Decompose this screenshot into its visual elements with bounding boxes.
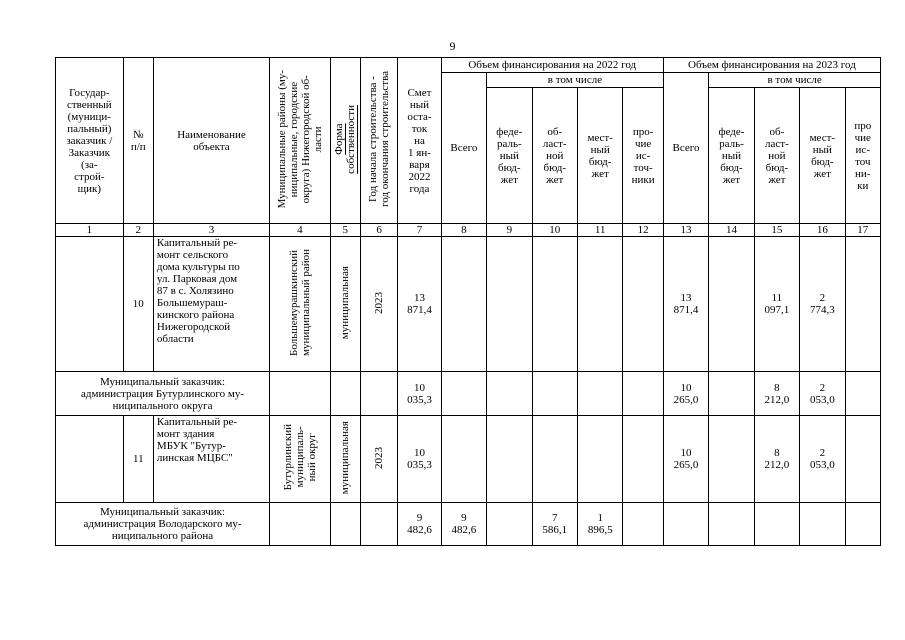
table-row: [56, 416, 881, 503]
header-local-2022: мест- ный бюд- жет: [577, 88, 622, 224]
header-ownership-cell: [330, 58, 360, 224]
header-estimate: Смет ный оста- ток на 1 ян- варя 2022 года: [398, 58, 441, 224]
cell-total-2023: 10 265,0: [663, 372, 708, 416]
column-number: 1: [56, 224, 124, 237]
cell-federal-2023: [709, 416, 754, 503]
column-number: 11: [577, 224, 622, 237]
cell-empty: [270, 503, 331, 546]
column-number: 16: [800, 224, 845, 237]
header-customer: Государ- ственный (муници- пальный) заказчик / Заказчик (за- строй- щик): [56, 58, 124, 224]
cell-year: 2023: [373, 446, 386, 469]
cell-empty: [360, 372, 397, 416]
financing-table: [55, 57, 881, 546]
header-including-2023: в том числе: [709, 73, 881, 88]
cell-regional-2023: 8 212,0: [754, 372, 799, 416]
header-regional-2022: об- ласт- ной бюд- жет: [532, 88, 577, 224]
column-number: 2: [123, 224, 153, 237]
column-number: 13: [663, 224, 708, 237]
cell-other-2023: [845, 503, 880, 546]
cell-other-2023: [845, 237, 880, 372]
cell-other-2022: [623, 372, 663, 416]
cell-regional-2022: [532, 416, 577, 503]
cell-ownership: муниципальная: [339, 420, 352, 495]
cell-regional-2023: [754, 503, 799, 546]
cell-customer: [56, 237, 124, 372]
cell-local-2023: 2 774,3: [800, 237, 845, 372]
column-number: 8: [441, 224, 486, 237]
header-financing-2022: Объем финансирования на 2022 год: [441, 58, 663, 73]
cell-federal-2023: [709, 503, 754, 546]
cell-local-2022: 1 896,5: [577, 503, 622, 546]
header-municipal-district: Муниципальные районы (му- ниципальные, городские округа) Нижегородской об- ласти: [275, 69, 324, 209]
page-number: 9: [449, 39, 456, 53]
cell-estimate: 10 035,3: [398, 372, 441, 416]
customer-label: Муниципальный заказчик: администрация Володарского му- ниципального района: [56, 503, 270, 546]
header-ownership: Форма собственности: [333, 104, 358, 174]
cell-year-wrap: [360, 416, 397, 503]
header-federal-2023: феде- раль- ный бюд- жет: [709, 88, 754, 224]
column-number: 15: [754, 224, 799, 237]
cell-total-2022: [441, 237, 486, 372]
column-number: 9: [487, 224, 532, 237]
column-number: 17: [845, 224, 880, 237]
header-total-2022: Всего: [441, 73, 486, 224]
cell-other-2022: [623, 237, 663, 372]
column-number: 5: [330, 224, 360, 237]
header-object-name: Наименование объекта: [153, 58, 269, 224]
cell-total-2022: [441, 416, 486, 503]
column-number: 7: [398, 224, 441, 237]
cell-federal-2023: [709, 372, 754, 416]
cell-ownership: муниципальная: [339, 265, 352, 340]
header-other-2023: про чие ис- точ ни- ки: [845, 88, 880, 224]
header-including-2022: в том числе: [487, 73, 664, 88]
column-number: 12: [623, 224, 663, 237]
cell-federal-2022: [487, 372, 532, 416]
header-regional-2023: об- ласт- ной бюд- жет: [754, 88, 799, 224]
cell-other-2023: [845, 416, 880, 503]
cell-local-2022: [577, 372, 622, 416]
cell-ownership-wrap: [330, 237, 360, 372]
cell-federal-2022: [487, 416, 532, 503]
cell-local-2022: [577, 237, 622, 372]
header-row-1: [56, 58, 881, 73]
cell-regional-2022: [532, 237, 577, 372]
header-local-2023: мест- ный бюд- жет: [800, 88, 845, 224]
cell-regional-2022: 7 586,1: [532, 503, 577, 546]
cell-federal-2022: [487, 503, 532, 546]
cell-regional-2023: 11 097,1: [754, 237, 799, 372]
customer-label: Муниципальный заказчик: администрация Бутурлинского му- ниципального округа: [56, 372, 270, 416]
column-number: 4: [270, 224, 331, 237]
cell-other-2022: [623, 416, 663, 503]
cell-total-2023: [663, 503, 708, 546]
cell-total-2023: 13 871,4: [663, 237, 708, 372]
header-years: Год начала строительства - год окончания строительства: [367, 71, 392, 207]
cell-district: Большемурашкинский муниципальный район: [287, 249, 312, 356]
cell-empty: [330, 503, 360, 546]
cell-year-wrap: [360, 237, 397, 372]
header-financing-2023: Объем финансирования на 2023 год: [663, 58, 880, 73]
cell-year: 2023: [373, 291, 386, 314]
cell-federal-2023: [709, 237, 754, 372]
cell-total-2022: 9 482,6: [441, 503, 486, 546]
cell-total-2023: 10 265,0: [663, 416, 708, 503]
cell-total-2022: [441, 372, 486, 416]
column-number: 6: [360, 224, 397, 237]
header-municipal-district-cell: [270, 58, 331, 224]
cell-district-wrap: [270, 416, 331, 503]
header-years-cell: [360, 58, 397, 224]
cell-federal-2022: [487, 237, 532, 372]
cell-other-2023: [845, 372, 880, 416]
cell-estimate: 13 871,4: [398, 237, 441, 372]
customer-summary-row: [56, 503, 881, 546]
cell-empty: [360, 503, 397, 546]
cell-number: 10: [123, 237, 153, 372]
column-number: 10: [532, 224, 577, 237]
header-number: № п/п: [123, 58, 153, 224]
cell-number: 11: [123, 416, 153, 503]
header-federal-2022: феде- раль- ный бюд- жет: [487, 88, 532, 224]
column-number: 3: [153, 224, 269, 237]
cell-estimate: 10 035,3: [398, 416, 441, 503]
cell-customer: [56, 416, 124, 503]
cell-other-2022: [623, 503, 663, 546]
customer-summary-row: [56, 372, 881, 416]
cell-ownership-wrap: [330, 416, 360, 503]
column-number-row: [56, 224, 881, 237]
cell-local-2022: [577, 416, 622, 503]
cell-regional-2023: 8 212,0: [754, 416, 799, 503]
cell-local-2023: 2 053,0: [800, 416, 845, 503]
cell-empty: [270, 372, 331, 416]
cell-district: Бутурлинский муниципаль- ный округ: [281, 424, 318, 491]
cell-local-2023: 2 053,0: [800, 372, 845, 416]
cell-estimate: 9 482,6: [398, 503, 441, 546]
header-total-2023: Всего: [663, 73, 708, 224]
cell-empty: [330, 372, 360, 416]
header-other-2022: про- чие ис- точ- ники: [623, 88, 663, 224]
table-row: [56, 237, 881, 372]
cell-district-wrap: [270, 237, 331, 372]
column-number: 14: [709, 224, 754, 237]
cell-object-name: Капитальный ре- монт здания МБУК "Бутур- линская МЦБС": [153, 416, 269, 503]
cell-local-2023: [800, 503, 845, 546]
cell-object-name: Капитальный ре- монт сельского дома культуры по ул. Парковая дом 87 в с. Холязино Большемураш- кинского района Нижегородской области: [153, 237, 269, 372]
cell-regional-2022: [532, 372, 577, 416]
